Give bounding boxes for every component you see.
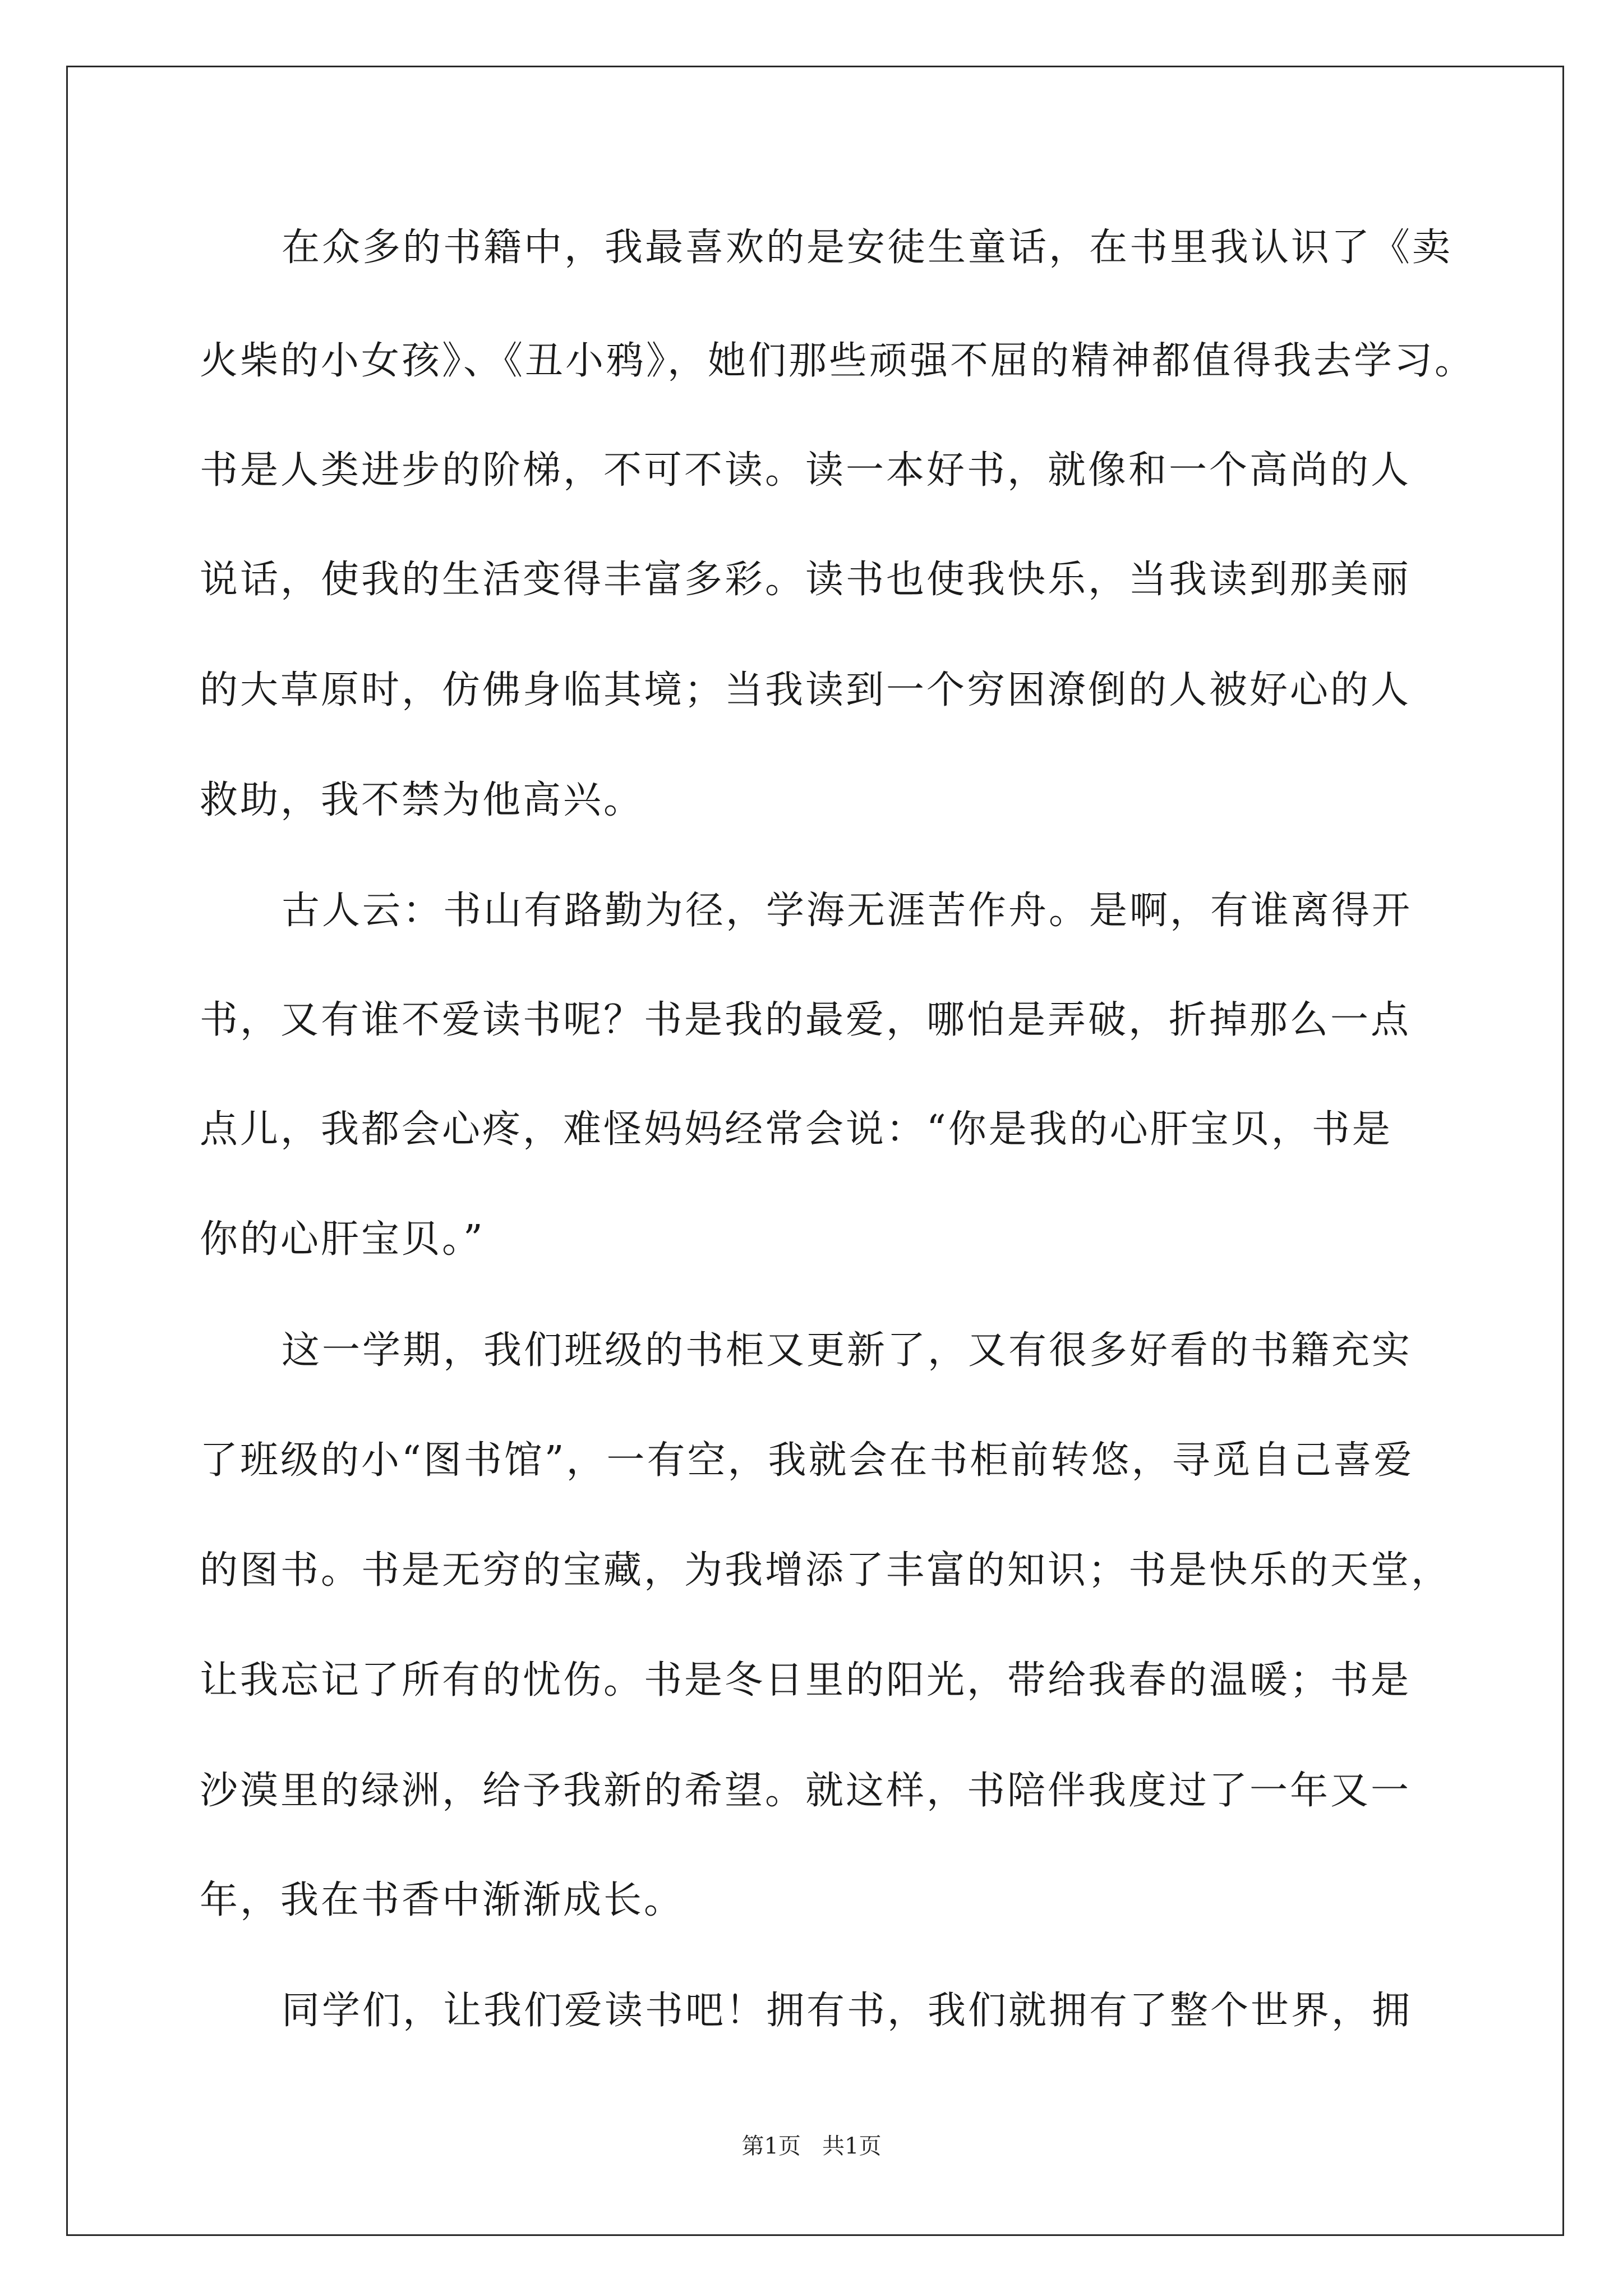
text-line: 书是人类进步的阶梯，不可不读。读一本好书，就像和一个高尚的人: [200, 448, 1412, 493]
text-line: 这一学期，我们班级的书柜又更新了，又有很多好看的书籍充实: [282, 1328, 1413, 1373]
text-line: 书，又有谁不爱读书呢？书是我的最爱，哪怕是弄破，折掉那么一点: [200, 998, 1412, 1042]
text-line: 的大草原时，仿佛身临其境；当我读到一个穷困潦倒的人被好心的人: [200, 668, 1412, 712]
text-line: 的图书。书是无穷的宝藏，为我增添了丰富的知识；书是快乐的天堂，: [200, 1548, 1452, 1593]
text-line: 在众多的书籍中，我最喜欢的是安徒生童话，在书里我认识了《卖: [282, 226, 1453, 270]
text-line: 年，我在书香中渐渐成长。: [200, 1878, 685, 1922]
text-line: 让我忘记了所有的忧伤。书是冬日里的阳光，带给我春的温暖；书是: [200, 1658, 1412, 1703]
text-line: 了班级的小“图书馆”，一有空，我就会在书柜前转悠，寻觅自己喜爱: [200, 1438, 1414, 1483]
text-line: 火柴的小女孩》、《丑小鸦》，她们那些顽强不屈的精神都值得我去学习。: [200, 339, 1476, 383]
text-line: 救助，我不禁为他高兴。: [200, 778, 644, 822]
text-line: 沙漠里的绿洲，给予我新的希望。就这样，书陪伴我度过了一年又一: [200, 1769, 1412, 1813]
text-line: 说话，使我的生活变得丰富多彩。读书也使我快乐，当我读到那美丽: [200, 558, 1412, 602]
text-line: 同学们，让我们爱读书吧！拥有书，我们就拥有了整个世界，拥: [282, 1989, 1413, 2033]
text-line: 你的心肝宝贝。”: [200, 1217, 485, 1262]
page-number-footer: 第1页 共1页: [741, 2133, 882, 2159]
text-line: 古人云：书山有路勤为径，学海无涯苦作舟。是啊，有谁离得开: [282, 889, 1413, 933]
text-line: 点儿，我都会心疼，难怪妈妈经常会说：“你是我的心肝宝贝，书是: [200, 1107, 1393, 1152]
